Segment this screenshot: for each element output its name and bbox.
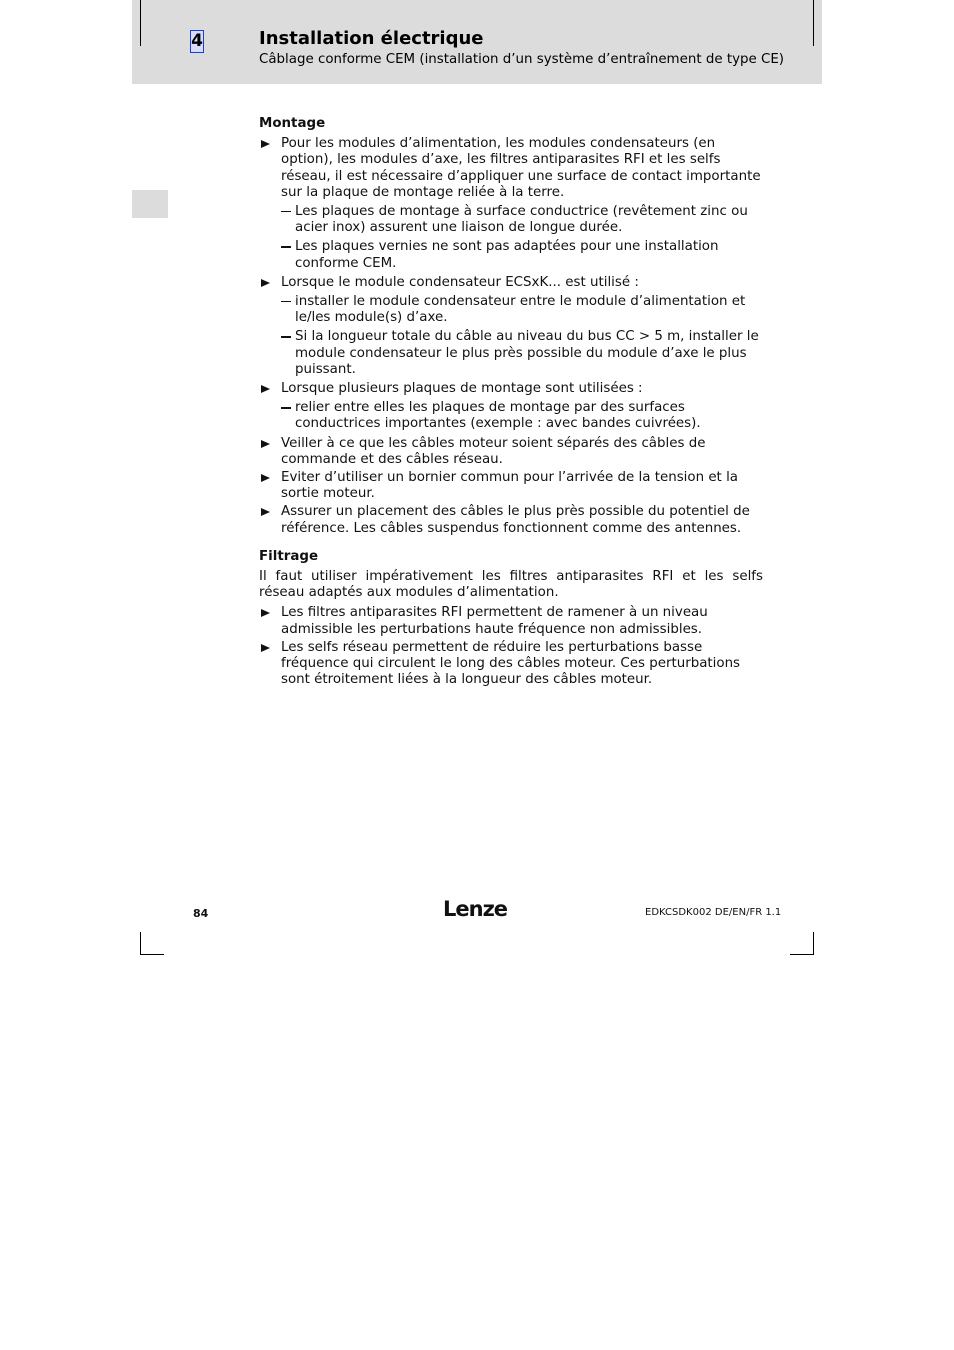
list-item-text: Lorsque plusieurs plaques de montage sont utilisées : (281, 381, 643, 397)
sub-list-item (281, 294, 763, 326)
side-tab-marker (132, 190, 168, 218)
sub-list-item-text: Si la longueur totale du câble au niveau du bus CC > 5 m, installer le module condensateur le plus près possible du module d’axe le plus puissant. (295, 329, 759, 377)
list-item (259, 136, 763, 272)
section-heading-filtrage: Filtrage (259, 548, 319, 564)
sub-list-item (281, 239, 763, 271)
list-item (259, 640, 763, 689)
bullet-triangle-icon (261, 440, 270, 448)
list-item-text: Assurer un placement des câbles le plus près possible du potentiel de référence. Les câbles suspendus fonctionnent comme des antennes. (281, 504, 750, 536)
montage-list (259, 136, 763, 537)
dash-icon (281, 407, 291, 408)
filtrage-intro: Il faut utiliser impérativement les filtres antiparasites RFI et les selfs réseau adaptés aux modules d’alimentation. (259, 569, 763, 601)
crop-mark-bottom-right-v (813, 932, 814, 955)
bullet-triangle-icon (261, 609, 270, 617)
sub-list (281, 204, 763, 272)
bullet-triangle-icon (261, 644, 270, 652)
lenze-logo: Lenze (443, 897, 508, 921)
bullet-triangle-icon (261, 508, 270, 516)
list-item (259, 605, 763, 637)
list-item (259, 381, 763, 433)
list-item-text: Eviter d’utiliser un bornier commun pour l’arrivée de la tension et la sortie moteur. (281, 470, 738, 502)
dash-icon (281, 246, 291, 247)
page-number: 84 (193, 907, 209, 920)
crop-mark-top-left (140, 0, 141, 46)
sub-list (281, 294, 763, 378)
sub-list-item-text: relier entre elles les plaques de montage par des surfaces conductrices importantes (exemple : avec bandes cuivrées). (295, 400, 701, 432)
sub-list-item (281, 329, 763, 378)
list-item (259, 504, 763, 536)
sub-list-item-text: installer le module condensateur entre le module d’alimentation et le/les module(s) d’axe. (295, 294, 746, 326)
crop-mark-bottom-right-h (790, 954, 814, 955)
document-code: EDKCSDK002 DE/EN/FR 1.1 (645, 907, 782, 918)
list-item (259, 436, 763, 468)
crop-mark-bottom-left-v (140, 932, 141, 955)
bullet-triangle-icon (261, 279, 270, 287)
main-content (259, 116, 763, 691)
bullet-triangle-icon (261, 385, 270, 393)
list-item-text: Les selfs réseau permettent de réduire les perturbations basse fréquence qui circulent le long des câbles moteur. Ces perturbations sont étroitement liées à la longueur des câbles moteur. (281, 639, 741, 688)
crop-mark-bottom-left-h (140, 954, 164, 955)
list-item (259, 470, 763, 502)
bullet-triangle-icon (261, 140, 270, 148)
sub-list-item (281, 204, 763, 236)
dash-icon (281, 336, 291, 337)
crop-mark-top-right (813, 0, 814, 46)
sub-list (281, 400, 763, 432)
chapter-number: 4 (191, 31, 203, 51)
filtrage-list (259, 605, 763, 688)
list-item-text: Veiller à ce que les câbles moteur soient séparés des câbles de commande et des câbles réseau. (281, 435, 706, 467)
dash-icon (281, 211, 291, 212)
list-item-text: Pour les modules d’alimentation, les modules condensateurs (en option), les modules d’axe, les filtres antiparasites RFI et les selfs réseau, il est nécessaire d’appliquer une surface de contact importante sur la plaque de montage reliée à la terre. (281, 136, 761, 200)
sub-list-item (281, 400, 763, 432)
section-heading-montage: Montage (259, 116, 326, 131)
list-item-text: Les filtres antiparasites RFI permettent de ramener à un niveau admissible les perturbations haute fréquence non admissibles. (281, 605, 708, 637)
page-subtitle: Câblage conforme CEM (installation d’un système d’entraînement de type CE) (259, 52, 785, 67)
list-item (259, 275, 763, 378)
sub-list-item-text: Les plaques vernies ne sont pas adaptées pour une installation conforme CEM. (295, 239, 719, 271)
dash-icon (281, 301, 291, 302)
sub-list-item-text: Les plaques de montage à surface conductrice (revêtement zinc ou acier inox) assurent une liaison de longue durée. (295, 204, 748, 236)
page-title: Installation électrique (259, 28, 484, 49)
bullet-triangle-icon (261, 474, 270, 482)
list-item-text: Lorsque le module condensateur ECSxK... est utilisé : (281, 274, 639, 290)
